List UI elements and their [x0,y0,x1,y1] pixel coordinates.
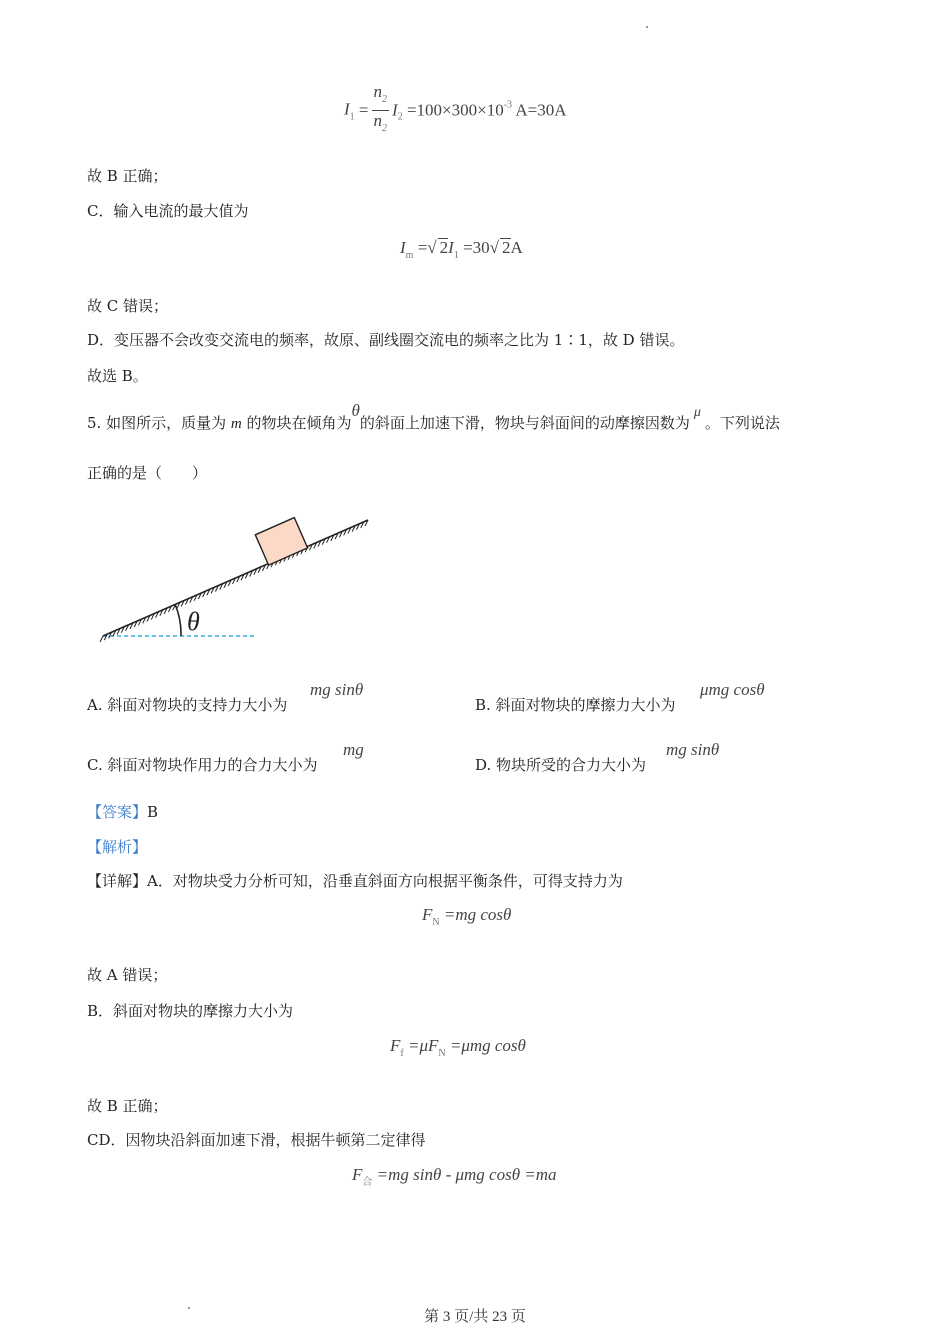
equation-friction [390,1036,526,1059]
eq2-eq2: =30 [458,238,490,257]
option-b-math: μmg cosθ [700,680,765,699]
detail-text: A．对物块受力分析可知，沿垂直斜面方向根据平衡条件，可得支持力为 [147,872,623,890]
eq5-rhs: =mg sinθ - μmg cosθ =ma [372,1165,557,1184]
option-a-math: mg sinθ [310,680,364,699]
eq2-lhs-sub: m [405,250,414,261]
text-choose-b: 故选 B。 [87,367,148,385]
eq2-lhs: I [400,238,406,257]
eq1-lhs-sub: 1 [349,111,355,123]
eq2-mid-sub: 1 [453,250,459,261]
analysis-tag: 【解析】 [87,838,148,856]
eq5-lhs-sub: 合 [362,1177,373,1188]
eq1-lhs: I [344,99,350,119]
eq1-mid-sub: 2 [397,111,403,123]
angle-label-theta: θ [187,607,200,636]
eq1-num: n [373,82,383,101]
eq4-rhs-sub: N [438,1048,446,1059]
eq1-fraction [372,82,390,139]
q5-theta-symbol: θ [351,401,360,420]
q5-part4: 。下列说法 [704,414,780,432]
eq3-rhs: =mg cosθ [439,905,512,924]
q5-part1: 5. 如图所示，质量为 [87,414,231,432]
eq1-den: n [373,111,383,130]
detail-line [87,871,623,891]
eq3-lhs: F [422,905,433,924]
text-cd-newton: CD．因物块沿斜面加速下滑，根据牛顿第二定律得 [87,1131,426,1149]
eq1-numerator [372,82,390,111]
eq2-radicand-1: 2 [439,238,449,257]
text-a-wrong: 故 A 错误； [87,966,168,984]
option-d-math: mg sinθ [666,740,720,759]
page-footer: 第 3 页/共 23 页 [424,1309,526,1325]
option-b-text: B. 斜面对物块的摩擦力大小为 [475,696,676,714]
q5-mu-symbol: μ [693,405,701,420]
eq4-lhs: F [390,1036,401,1055]
eq4-lhs-sub: f [400,1048,404,1059]
detail-tag: 【详解】 [87,872,148,890]
option-a-text: A. 斜面对物块的支持力大小为 [87,696,288,714]
answer-line [87,802,158,822]
eq4-rhs: =μF [403,1036,439,1055]
hatch-mark [100,636,103,642]
option-c-math: mg [343,740,364,759]
angle-arc [175,604,181,636]
eq2-eq: = [413,238,428,257]
text-b-correct-1: 故 B 正确； [87,167,168,185]
corner-dot [646,26,648,28]
option-c-text: C. 斜面对物块作用力的合力大小为 [87,756,318,774]
eq5-lhs: F [352,1165,363,1184]
equation-max-current: $I_m$ =√ $2I_1 =30√$ 2A [400,238,523,261]
text-b-correct-2: 故 B 正确； [87,1097,168,1115]
eq1-mid: I [392,100,398,120]
eq1-num-sub: 2 [382,94,388,105]
eq1-den-sub: 2 [382,123,388,134]
text-c-max-current: C．输入电流的最大值为 [87,202,249,220]
eq2-radicand-2: 2 [502,238,511,257]
eq1-rhs-sup: -3 [503,99,513,111]
eq2-mid: I [448,238,454,257]
equation-net-force [352,1165,557,1188]
q5-part2: 的物块在倾角为 [241,414,352,432]
sliding-block [255,518,307,566]
q5-part3: 的斜面上加速下滑，物块与斜面间的动摩擦因数为 [359,414,690,432]
answer-tag: 【答案】 [87,803,148,821]
option-d-text: D. 物块所受的合力大小为 [475,756,647,774]
answer-value: B [147,803,159,821]
text-c-wrong: 故 C 错误； [87,297,169,315]
q5-mass-symbol: m [230,416,242,432]
question-5-line-2: 正确的是（ ） [87,464,208,482]
equation-normal-force [422,905,511,928]
incline-figure [95,500,395,660]
eq2-tail: A [510,238,523,257]
text-d-frequency: D．变压器不会改变交流电的频率，故原、副线圈交流电的频率之比为 1∶1，故 D 错误。 [87,331,685,349]
incline-surface [103,520,368,636]
equation-current-ratio: $I_1$ = $\frac{n_2}{n_2}$ $I_2 =100\times 300\times 10^{-3}$ A=30A [344,82,567,139]
question-5-line-1 [87,401,780,435]
eq1-rhs-tail: A=30A [512,100,567,120]
eq1-rhs: =100×300×10 [406,100,504,120]
text-b-friction: B．斜面对物块的摩擦力大小为 [87,1002,294,1020]
eq3-lhs-sub: N [432,917,440,928]
eq1-denominator [372,111,390,139]
eq4-tail: =μmg cosθ [445,1036,526,1055]
